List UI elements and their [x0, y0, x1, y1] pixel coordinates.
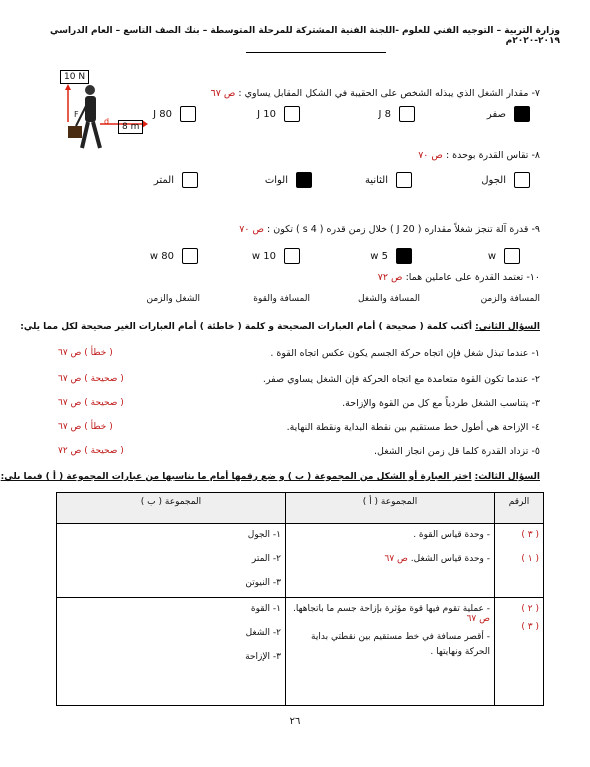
q10-option-4[interactable]: الشغل والزمن: [146, 294, 200, 304]
row1-group-a: [286, 524, 495, 598]
q9-text: ٩- قدرة آلة تنجز شغلاً مقداره ( 20 J ) خلال زمن قدره ( 4 s ) تكون : ص ٧٠: [239, 224, 540, 235]
q7-checkbox-1[interactable]: [514, 106, 530, 122]
header-underline: [246, 52, 386, 53]
row1-nums: [495, 524, 544, 598]
q9-option-1[interactable]: w: [488, 248, 520, 264]
header-group-a: المجموعة ( أ ): [286, 493, 495, 524]
q10-option-1[interactable]: المسافة والزمن: [480, 294, 540, 304]
row2-a-2: - أقصر مسافة في خط مستقيم بين نقطتي بداية الحركة ونهايتها .: [311, 632, 490, 658]
q8-ref: ص ٧٠: [418, 150, 443, 161]
q7-ref: ص ٦٧: [210, 88, 236, 99]
row1-a-1: - وحدة قياس القوة .: [413, 530, 490, 540]
section2-item-4: ٤- الإزاحة هي أطول خط مستقيم بين نقطة البداية ونقطة النهاية.: [286, 422, 540, 433]
table-row: [57, 524, 544, 598]
q7-option-2[interactable]: 8 J: [378, 106, 415, 122]
q7-option-3[interactable]: 10 J: [257, 106, 300, 122]
section2-answer-5[interactable]: ( صحيحة ) ص ٧٢: [58, 446, 124, 456]
row1-b-2: ٢- المتر: [251, 554, 281, 564]
row2-b-3: ٣- الإزاحة: [245, 652, 281, 662]
row2-b-2: ٢- الشغل: [245, 628, 281, 638]
row1-a-2: - وحدة قياس الشغل. ص ٦٧: [384, 554, 490, 564]
work-figure: [60, 70, 150, 160]
q9-ref: ص ٧٠: [239, 224, 264, 235]
q8-option-1[interactable]: الجول: [481, 172, 530, 188]
row2-group-a: [286, 598, 495, 706]
section2-item-1: ١- عندما تبذل شغل فإن اتجاه حركة الجسم يكون عكس اتجاه القوة .: [270, 348, 540, 359]
row1-num-2[interactable]: ( ١ ): [521, 554, 539, 564]
section2-answer-1[interactable]: ( خطأ ) ص ٦٧: [58, 348, 113, 358]
section3-heading: السؤال الثالث: اختر العبارة أو الشكل من المجموعة ( ب ) و ضع رقمها أمام ما يناسبها من عبارات المجموعة ( أ ) فيما يلي:: [0, 472, 540, 482]
row1-num-1[interactable]: ( ٣ ): [521, 530, 539, 540]
section2-answer-3[interactable]: ( صحيحة ) ص ٦٧: [58, 398, 124, 408]
q7-checkbox-4[interactable]: [180, 106, 196, 122]
d-label: d: [104, 117, 110, 126]
q10-option-3[interactable]: المسافة والقوة: [253, 294, 310, 304]
q9-checkbox-1[interactable]: [504, 248, 520, 264]
page-header: وزارة التربية – التوجيه الفني للعلوم -اللجنة الفنية المشتركة للمرحلة المتوسطة – بنك الصف التاسع – العام الدراسي ٢٠١٩-٢٠٢٠م: [50, 26, 560, 46]
row1-b-3: ٣- النيوتن: [245, 578, 281, 588]
header-num: الرقم: [495, 493, 544, 524]
q7-text: ٧- مقدار الشغل الذي يبذله الشخص على الحقيبة في الشكل المقابل يساوي : ص ٦٧: [210, 88, 540, 99]
table-row: [57, 598, 544, 706]
q8-checkbox-2[interactable]: [396, 172, 412, 188]
table-header-row: [57, 493, 544, 524]
q8-option-3[interactable]: الوات: [265, 172, 312, 188]
section2-item-2: ٢- عندما تكون القوة متعامدة مع اتجاه الحركة فإن الشغل يساوي صفر.: [262, 374, 540, 385]
q10-option-2[interactable]: المسافة والشغل: [358, 294, 420, 304]
section2-item-3: ٣- يتناسب الشغل طردياً مع كل من القوة والإزاحة.: [342, 398, 540, 409]
section2-item-5: ٥- تزداد القدرة كلما قل زمن انجاز الشغل.: [374, 446, 540, 457]
q8-checkbox-1[interactable]: [514, 172, 530, 188]
matching-table: [56, 492, 544, 706]
q7-checkbox-3[interactable]: [284, 106, 300, 122]
q7-option-1[interactable]: صفر: [487, 106, 530, 122]
page-number: ٢٦: [289, 716, 301, 727]
q8-text: ٨- تقاس القدرة بوحدة : ص ٧٠: [418, 150, 540, 161]
q9-checkbox-4[interactable]: [182, 248, 198, 264]
q8-option-2[interactable]: الثانية: [365, 172, 412, 188]
q7-checkbox-2[interactable]: [399, 106, 415, 122]
q8-checkbox-3[interactable]: [296, 172, 312, 188]
q8-checkbox-4[interactable]: [182, 172, 198, 188]
header-group-b: المجموعة ( ب ): [57, 493, 286, 524]
row2-nums: [495, 598, 544, 706]
q9-checkbox-3[interactable]: [284, 248, 300, 264]
f-label: F: [74, 110, 79, 119]
section2-answer-2[interactable]: ( صحيحة ) ص ٦٧: [58, 374, 124, 384]
row1-group-b: [57, 524, 286, 598]
row2-b-1: ١- القوة: [250, 604, 281, 614]
q9-checkbox-2[interactable]: [396, 248, 412, 264]
row1-b-1: ١- الجول: [247, 530, 281, 540]
row2-a-1: - عملية تقوم فيها قوة مؤثرة بإزاحة جسم ما باتجاهها.: [292, 604, 490, 614]
distance-label-box: 8 m: [118, 120, 143, 134]
row1-a-ref: ص ٦٧: [384, 554, 408, 564]
section2-heading: السؤال الثاني: أكتب كلمة ( صحيحة ) أمام العبارات الصحيحة و كلمة ( خاطئة ) أمام العبارات الغير صحيحة لكل مما يلي:: [20, 322, 540, 332]
row2-num-2[interactable]: ( ٣ ): [521, 622, 539, 632]
q9-option-2[interactable]: 5 w: [370, 248, 412, 264]
row2-a-ref: ص ٦٧: [466, 614, 490, 624]
row2-num-1[interactable]: ( ٢ ): [521, 604, 539, 614]
q10-text: ١٠- تعتمد القدرة على عاملين هما: ص ٧٢: [377, 272, 540, 283]
q7-option-4[interactable]: 80 J: [153, 106, 196, 122]
q9-option-4[interactable]: 80 w: [150, 248, 198, 264]
q10-ref: ص ٧٢: [377, 272, 403, 283]
force-label-box: 10 N: [60, 70, 89, 84]
q9-option-3[interactable]: 10 w: [252, 248, 300, 264]
q8-option-4[interactable]: المتر: [154, 172, 198, 188]
row2-group-b: [57, 598, 286, 706]
section2-answer-4[interactable]: ( خطأ ) ص ٦٧: [58, 422, 113, 432]
